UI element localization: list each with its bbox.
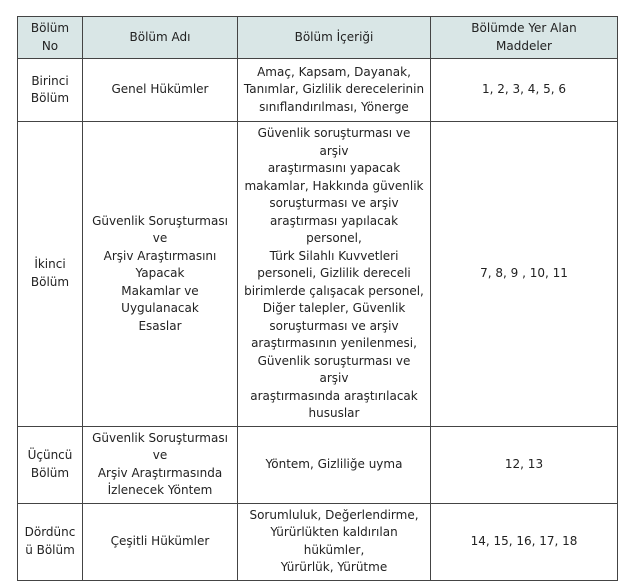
cell-section-content: Güvenlik soruşturması ve arşiv araştırmasını yapacak makamlar, Hakkında güvenlik soruşturması ve arşiv araştırması yapılacak personel, Türk Silahlı Kuvvetleri personeli, Gizlilik dereceli birimlerde çalışacak personel, Diğer talepler, Güvenlik soruşturması ve arşiv araştırmasının yenilenmesi, Güvenlik soruşturması ve arşiv araştırmasında araştırılacak hususlar xyxy=(238,122,431,427)
cell-section-articles: 7, 8, 9 , 10, 11 xyxy=(431,122,618,427)
cell-section-articles: 14, 15, 16, 17, 18 xyxy=(431,503,618,580)
cell-section-content: Yöntem, Gizliliğe uyma xyxy=(238,426,431,503)
sections-table xyxy=(17,16,618,581)
cell-section-articles: 1, 2, 3, 4, 5, 6 xyxy=(431,59,618,122)
cell-section-no: Birinci Bölüm xyxy=(18,59,83,122)
cell-section-no: Üçüncü Bölüm xyxy=(18,426,83,503)
table-row xyxy=(18,426,618,503)
cell-section-name: Güvenlik Soruşturması ve Arşiv Araştırmasında İzlenecek Yöntem xyxy=(83,426,238,503)
header-section-content: Bölüm İçeriği xyxy=(238,17,431,59)
cell-section-name: Çeşitli Hükümler xyxy=(83,503,238,580)
cell-section-content: Amaç, Kapsam, Dayanak, Tanımlar, Gizlilik derecelerinin sınıflandırılması, Yönerge xyxy=(238,59,431,122)
cell-section-name: Genel Hükümler xyxy=(83,59,238,122)
cell-section-articles: 12, 13 xyxy=(431,426,618,503)
header-section-articles: Bölümde Yer Alan Maddeler xyxy=(431,17,618,59)
table-row xyxy=(18,59,618,122)
cell-section-content: Sorumluluk, Değerlendirme, Yürürlükten kaldırılan hükümler, Yürürlük, Yürütme xyxy=(238,503,431,580)
header-row xyxy=(18,17,618,59)
cell-section-no: Dördünc ü Bölüm xyxy=(18,503,83,580)
table-body xyxy=(18,59,618,581)
header-section-no: Bölüm No xyxy=(18,17,83,59)
cell-section-name: Güvenlik Soruşturması ve Arşiv Araştırmasını Yapacak Makamlar ve Uygulanacak Esaslar xyxy=(83,122,238,427)
header-section-name: Bölüm Adı xyxy=(83,17,238,59)
table-row xyxy=(18,122,618,427)
cell-section-no: İkinci Bölüm xyxy=(18,122,83,427)
table-header xyxy=(18,17,618,59)
